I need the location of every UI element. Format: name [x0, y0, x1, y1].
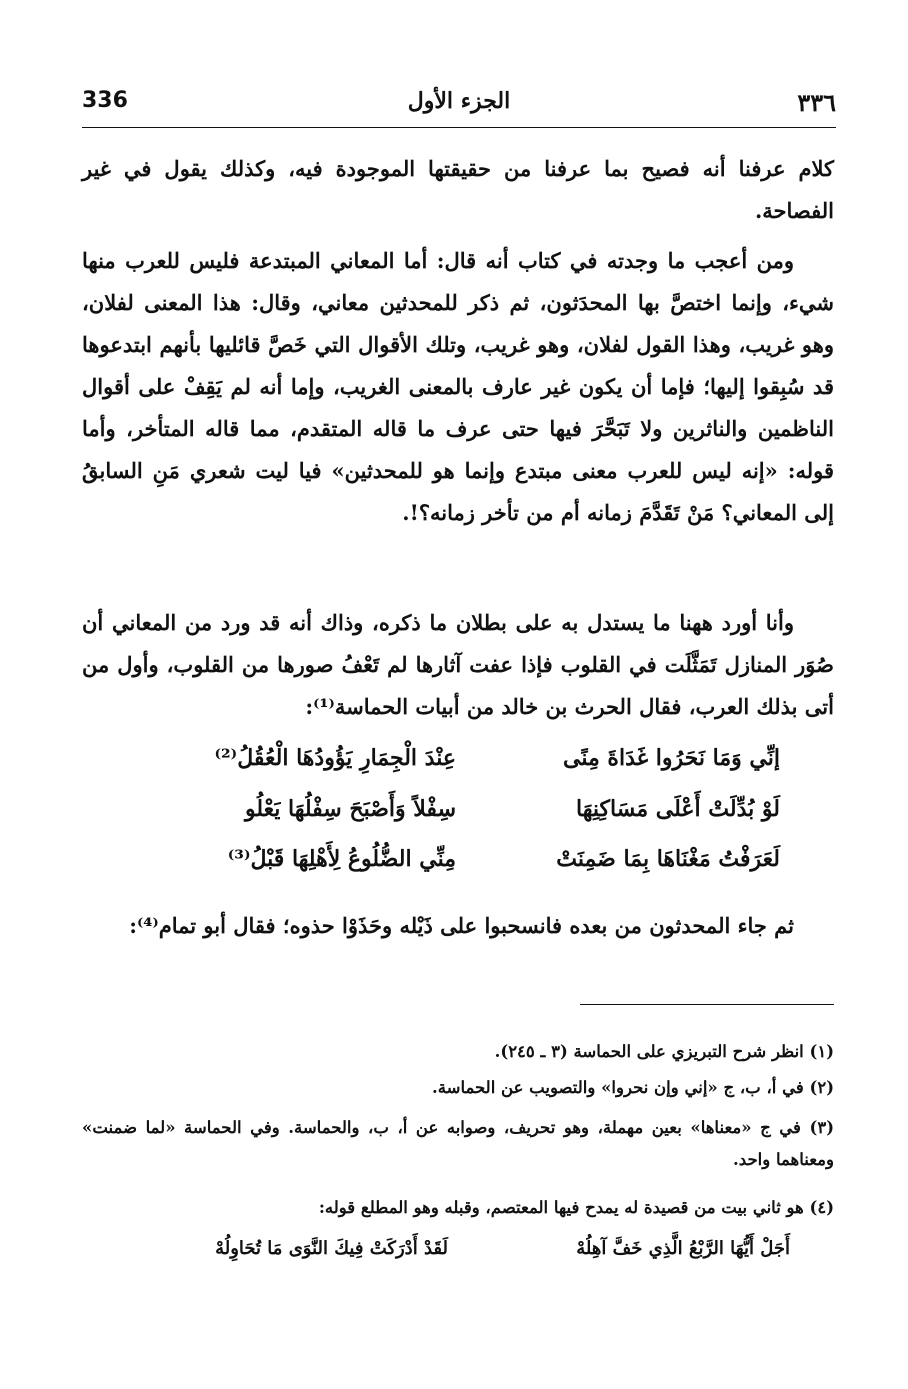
- verse-3-first-hemistich: لَعَرَفْتُ مَغْنَاهَا بِمَا ضَمِنَتْ: [556, 846, 780, 872]
- verse-2-first-hemistich: لَوْ بُدِّلَتْ أَعْلَى مَسَاكِنِهَا: [576, 796, 780, 822]
- footnote-2: (٢) في أ، ب، ج «إني وإن نحروا» والتصويب عن الحماسة.: [432, 1078, 834, 1097]
- verse-2-second-hemistich: سِفْلاً وَأَصْبَحَ سِفْلُهَا يَعْلُو: [245, 796, 456, 822]
- paragraph-4: ثم جاء المحدثون من بعده فانسحبوا على ذَيْله وحَذَوْا حذوه؛ فقال أبو تمام⁽⁴⁾:: [129, 913, 794, 938]
- footnote-4: (٤) هو ثاني بيت من قصيدة له يمدح فيها المعتصم، وقبله وهو المطلع قوله:: [318, 1198, 834, 1217]
- verse-1-second-hemistich: عِنْدَ الْجِمَارِ يَؤُودُهَا الْعُقُلُ⁽²⁾: [214, 745, 456, 771]
- footnote-verse-first-hemistich: أَجَلْ أَيُّهَا الرَّبْعُ الَّذِي خَفَّ آهِلُهْ: [576, 1238, 790, 1259]
- verse-3-second-hemistich: مِنِّي الضُّلُوعُ لِأَهْلِهَا قَبْلُ⁽³⁾: [227, 846, 456, 872]
- paragraph-1: كلام عرفنا أنه فصيح بما عرفنا من حقيقتها الموجودة فيه، وكذلك يقول في غير الفصاحة.: [82, 156, 834, 223]
- paragraph-2: ومن أعجب ما وجدته في كتاب أنه قال: أما المعاني المبتدعة فليس للعرب منها شيء، وإنما اختصَّ بها المحدَثون، ثم ذكر للمحدثين معاني، وقال: هذا المعنى لفلان، وهو غريب، وهذا القول لفلان، وهو غريب، وتلك الأقوال التي خَصَّ قائليها بأنهم ابتدعوها قد سُبِقوا إليها؛ فإما أن يكون غير عارف بالمعنى الغريب، وإما أنه لم يَقِفْ على أقوال الناظمين والناثرين ولا تَبَحَّرَ فيها حتى عرف ما قاله المتقدم، مما قاله المتأخر، وأما قوله: «إنه ليس للعرب معنى مبتدع وإنما هو للمحدثين» فيا ليت شعري مَنِ السابقُ إلى المعاني؟ مَنْ تَقَدَّمَ زمانه أم من تأخر زمانه؟!.: [82, 248, 834, 525]
- running-title: الجزء الأول: [407, 88, 511, 114]
- paragraph-3: وأنا أورد ههنا ما يستدل به على بطلان ما ذكره، وذاك أنه قد ورد من المعاني أن صُوَر المنازل تَمَثَّلَت في القلوب فإذا عفت آثارها لم تَعْفُ صورها من القلوب، وأول من أتى بذلك العرب، فقال الحرث بن خالد من أبيات الحماسة⁽¹⁾:: [82, 610, 834, 719]
- page-number-arabic: ٣٣٦: [797, 88, 836, 117]
- page-header: [82, 88, 836, 120]
- page-number-latin: 336: [82, 88, 128, 113]
- footnote-1: (١) انظر شرح التبريزي على الحماسة (٣ ـ ٢٤٥).: [494, 1042, 834, 1061]
- footnote-3: (٣) في ج «معناها» بعين مهملة، وهو تحريف، وصوابه عن أ، ب، والحماسة. وفي الحماسة «لما ضمنت» ومعناهما واحد.: [82, 1118, 834, 1169]
- verse-1-first-hemistich: إنِّي وَمَا نَحَرُوا غَدَاةَ مِنًى: [563, 745, 780, 771]
- footnote-verse-second-hemistich: لَقَدْ أَدْرَكَتْ فِيكَ النَّوَى مَا تُحَاوِلُهْ: [215, 1238, 448, 1259]
- header-rule: [82, 127, 836, 128]
- footnote-separator: [580, 1004, 834, 1005]
